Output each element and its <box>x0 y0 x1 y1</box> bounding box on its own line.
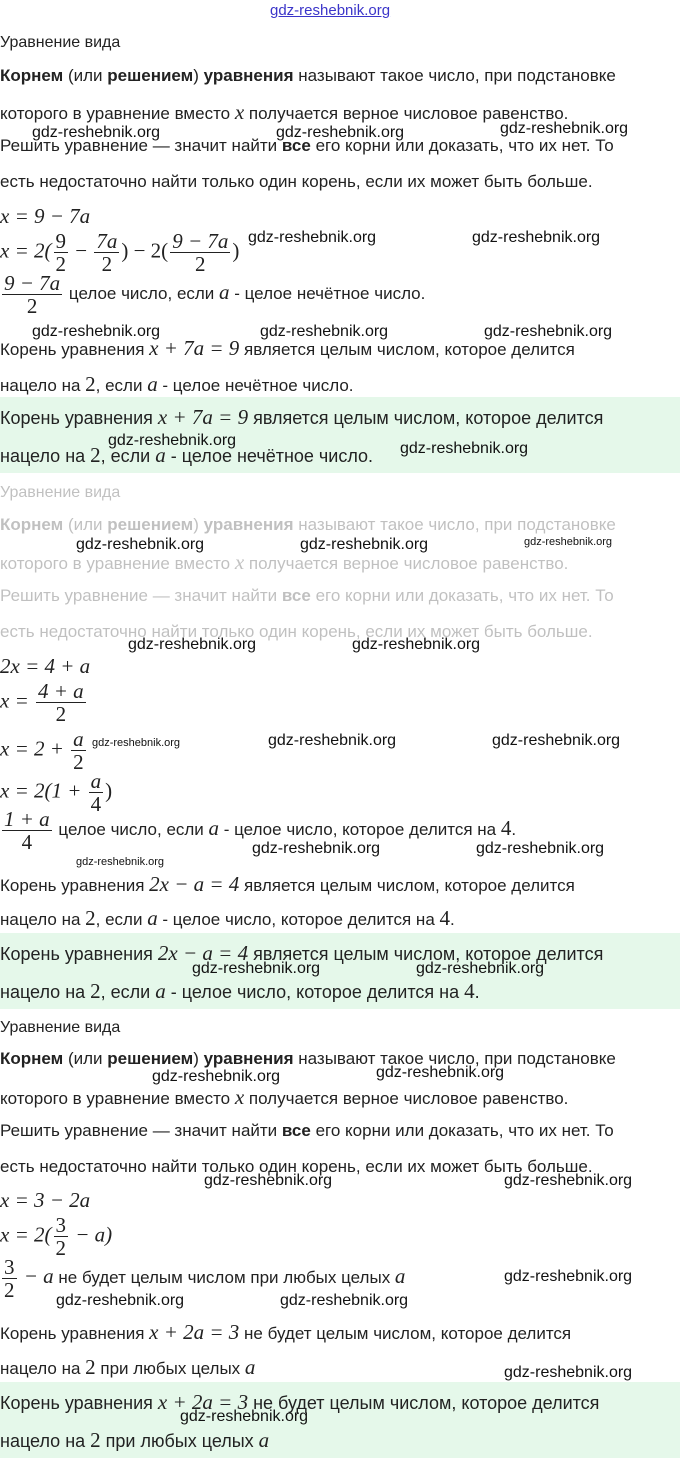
watermark: gdz-reshebnik.org <box>472 229 601 246</box>
root-statement-b1-line-2: нацело на 2, если a - целое нечётное число. <box>0 372 354 396</box>
watermark: gdz-reshebnik.org <box>484 323 613 340</box>
watermark: gdz-reshebnik.org <box>524 536 613 548</box>
definition-line-2: которого в уравнение вместо x получается верное числовое равенство. <box>0 100 569 124</box>
solve-line-2: есть недостаточно найти только один корень, если их может быть больше. <box>0 1157 593 1176</box>
definition-line-2: которого в уравнение вместо x получается верное числовое равенство. <box>0 550 569 574</box>
watermark: gdz-reshebnik.org <box>192 960 321 977</box>
solve-line-2: есть недостаточно найти только один корень, если их может быть больше. <box>0 172 593 191</box>
answer-box-1 <box>0 397 680 473</box>
solve-line-1: Решить уравнение — значит найти все его корни или доказать, что их нет. То <box>0 1121 614 1140</box>
watermark: gdz-reshebnik.org <box>128 636 257 653</box>
watermark: gdz-reshebnik.org <box>504 1172 633 1189</box>
watermark: gdz-reshebnik.org <box>268 732 397 749</box>
watermark: gdz-reshebnik.org <box>376 1064 505 1081</box>
watermark: gdz-reshebnik.org <box>252 840 381 857</box>
answer-3-line-1: Корень уравнения x + 2a = 3 не будет целым числом, которое делится <box>0 1390 600 1414</box>
watermark: gdz-reshebnik.org <box>152 1068 281 1085</box>
equation-b2-4: x = 2(1 + $\frac{a}{4}$ ) <box>0 769 113 816</box>
theory-heading: Уравнение вида <box>0 34 121 51</box>
watermark: gdz-reshebnik.org <box>476 840 605 857</box>
equation-b2-1: 2x = 4 + a <box>0 654 91 678</box>
watermark: gdz-reshebnik.org <box>180 1408 309 1425</box>
top-watermark-link[interactable]: gdz-reshebnik.org <box>270 2 391 19</box>
watermark: gdz-reshebnik.org <box>92 737 181 749</box>
watermark: gdz-reshebnik.org <box>248 229 377 246</box>
watermark: gdz-reshebnik.org <box>416 960 545 977</box>
equation-b2-2: x = $\frac{4 + a}{2}$ <box>0 679 84 726</box>
root-statement-b2-line-1: Корень уравнения 2x − a = 4 является целым числом, которое делится <box>0 872 575 896</box>
equation-b3-2: x = 2( $\frac{3}{2}$ − a) <box>0 1213 113 1260</box>
watermark: gdz-reshebnik.org <box>76 856 165 868</box>
watermark: gdz-reshebnik.org <box>204 1172 333 1189</box>
theory-heading: Уравнение вида <box>0 1019 121 1036</box>
solve-line-1: Решить уравнение — значит найти все его корни или доказать, что их нет. То <box>0 136 614 155</box>
root-statement-b3-line-2: нацело на 2 при любых целых a <box>0 1355 256 1379</box>
watermark: gdz-reshebnik.org <box>352 636 481 653</box>
fraction-statement-b2: $\frac{1 + a}{4}$ целое число, если a - целое число, которое делится на 4. <box>4 807 517 854</box>
answer-box-3 <box>0 1382 680 1458</box>
watermark: gdz-reshebnik.org <box>500 120 629 137</box>
watermark: gdz-reshebnik.org <box>56 1292 185 1309</box>
equation-b2-3: x = 2 + $\frac{a}{2}$ <box>0 727 84 774</box>
watermark: gdz-reshebnik.org <box>492 732 621 749</box>
equation-b1-1: x = 9 − 7a <box>0 204 91 228</box>
watermark: gdz-reshebnik.org <box>32 323 161 340</box>
watermark: gdz-reshebnik.org <box>108 432 237 449</box>
fraction-statement-b3: $\frac{3}{2}$ − a не будет целым числом при любых целых a <box>4 1255 406 1302</box>
root-statement-b3-line-1: Корень уравнения x + 2a = 3 не будет целым числом, которое делится <box>0 1320 572 1344</box>
definition-line-1: Корнем (или решением) уравнения называют такое число, при подстановке <box>0 1049 616 1068</box>
watermark: gdz-reshebnik.org <box>504 1364 633 1381</box>
solve-line-2: есть недостаточно найти только один корень, если их может быть больше. <box>0 622 593 641</box>
root-statement-b2-line-2: нацело на 2, если a - целое число, которое делится на 4. <box>0 906 455 930</box>
definition-line-2: которого в уравнение вместо x получается верное числовое равенство. <box>0 1085 569 1109</box>
solve-line-1: Решить уравнение — значит найти все его корни или доказать, что их нет. То <box>0 586 614 605</box>
watermark: gdz-reshebnik.org <box>260 323 389 340</box>
answer-box-2 <box>0 933 680 1009</box>
answer-2-line-2: нацело на 2, если a - целое число, которое делится на 4. <box>0 979 480 1003</box>
watermark: gdz-reshebnik.org <box>276 124 405 141</box>
equation-b3-1: x = 3 − 2a <box>0 1188 91 1212</box>
watermark: gdz-reshebnik.org <box>76 536 205 553</box>
fraction-statement-b1: $\frac{9 - 7a}{2}$ целое число, если a - целое нечётное число. <box>4 271 426 318</box>
answer-2-line-1: Корень уравнения 2x − a = 4 является целым числом, которое делится <box>0 941 604 965</box>
watermark: gdz-reshebnik.org <box>300 536 429 553</box>
watermark: gdz-reshebnik.org <box>32 124 161 141</box>
watermark: gdz-reshebnik.org <box>280 1292 409 1309</box>
root-statement-b1-line-1: Корень уравнения x + 7a = 9 является целым числом, которое делится <box>0 336 575 360</box>
watermark: gdz-reshebnik.org <box>400 440 529 457</box>
definition-line-1: Корнем (или решением) уравнения называют такое число, при подстановке <box>0 66 616 85</box>
answer-1-line-1: Корень уравнения x + 7a = 9 является целым числом, которое делится <box>0 405 604 429</box>
theory-heading: Уравнение вида <box>0 484 121 501</box>
equation-b1-2: x = 2( $\frac{9}{2}$ − $\frac{7a}{2}$ ) − 2( $\frac{9 - 7a}{2}$ ) <box>0 229 240 276</box>
answer-1-line-2: нацело на 2, если a - целое нечётное число. <box>0 443 374 467</box>
watermark: gdz-reshebnik.org <box>504 1268 633 1285</box>
answer-3-line-2: нацело на 2 при любых целых a <box>0 1428 270 1452</box>
definition-line-1: Корнем (или решением) уравнения называют такое число, при подстановке <box>0 515 616 534</box>
